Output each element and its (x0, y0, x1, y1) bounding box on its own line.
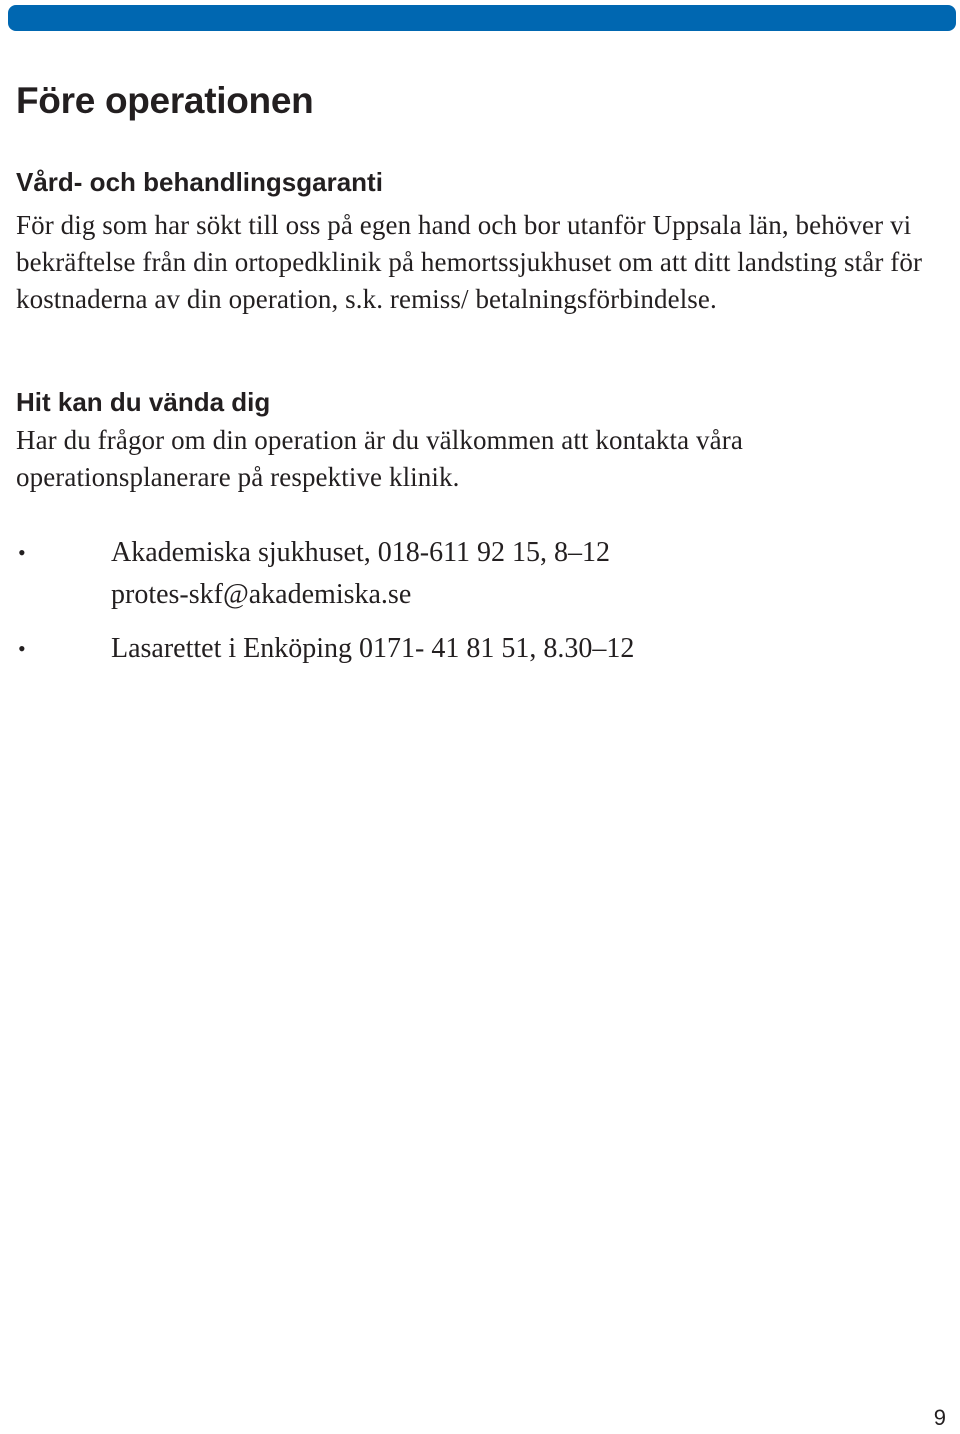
section-body-contact: Har du frågor om din operation är du välkommen att kontakta våra operationsplanerare på respektive klinik. (16, 425, 743, 492)
contact-item-enkoping (0, 628, 940, 670)
bullet-icon: • (18, 540, 26, 565)
contact-item-akademiska (0, 532, 940, 616)
section-body-guarantee: För dig som har sökt till oss på egen hand och bor utanför Uppsala län, behöver vi bekräftelse från din ortopedklinik på hemortssjukhuset om att ditt landsting står för kostnaderna av din operation, s.k. remiss/ betalningsförbindelse. (16, 210, 923, 314)
top-accent-bar (8, 5, 956, 31)
contact-enkoping-phone: Lasarettet i Enköping 0171- 41 81 51, 8.30–12 (111, 633, 635, 664)
section-heading-guarantee: Vård- och behandlingsgaranti (16, 167, 383, 197)
contact-akademiska-phone: Akademiska sjukhuset, 018-611 92 15, 8–12 (111, 537, 611, 568)
page-number: 9 (933, 1405, 946, 1430)
section-heading-contact: Hit kan du vända dig (16, 387, 271, 417)
contact-akademiska-email[interactable]: protes-skf@akademiska.se (111, 579, 412, 610)
contact-list (0, 532, 940, 682)
page-title: Före operationen (16, 80, 314, 121)
bullet-icon: • (18, 636, 26, 661)
